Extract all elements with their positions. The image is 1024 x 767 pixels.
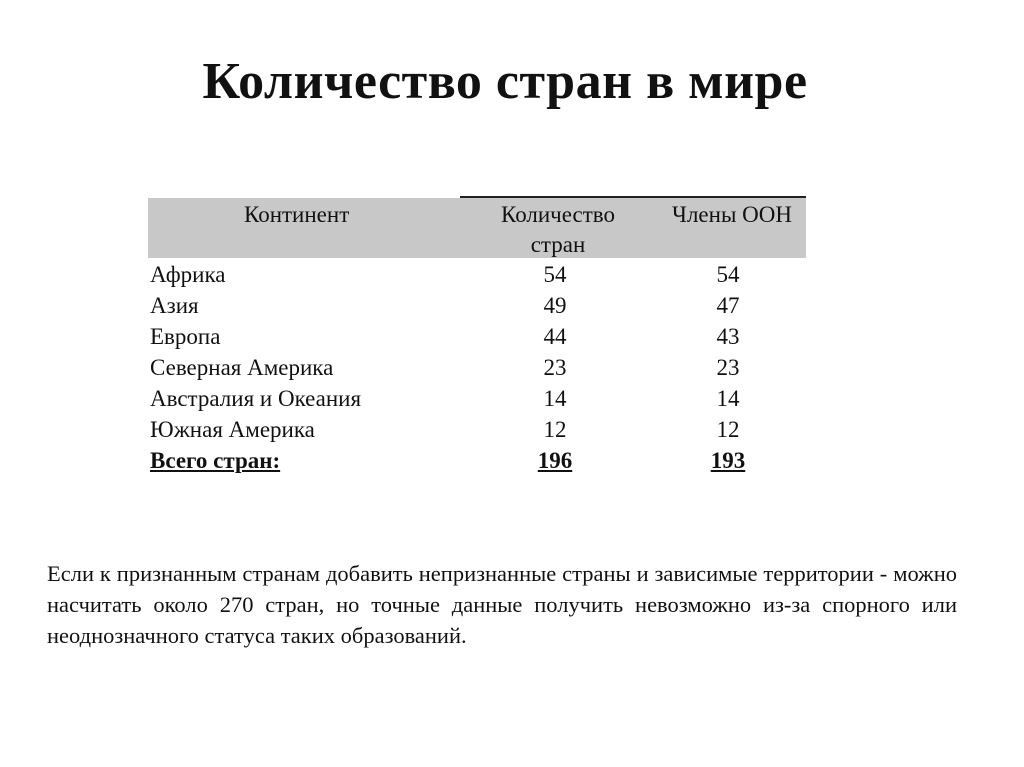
- total-label: Всего стран:: [150, 448, 281, 473]
- un-members-cell: 43: [716, 324, 740, 349]
- table-row: [148, 260, 806, 291]
- table-header: [148, 198, 806, 258]
- header-countries: Количество стран: [501, 202, 615, 257]
- note-paragraph: Если к признанным странам добавить непризнанные страны и зависимые территории - можно насчитать около 270 стран, но точные данные получить невозможно из-за спорного или неоднозначного статуса таких образований.: [47, 561, 957, 648]
- table-row: [148, 415, 806, 446]
- table-row: [148, 291, 806, 322]
- table-row: [148, 353, 806, 384]
- un-members-cell: 47: [716, 293, 740, 318]
- continent-cell: Европа: [150, 324, 221, 349]
- continent-cell: Африка: [150, 262, 226, 287]
- countries-cell: 14: [543, 386, 567, 411]
- table-row: [148, 384, 806, 415]
- continent-cell: Южная Америка: [150, 417, 315, 442]
- header-un-members: Члены ООН: [672, 202, 792, 227]
- countries-cell: 49: [543, 293, 567, 318]
- header-continent: Континент: [244, 202, 350, 227]
- countries-cell: 44: [543, 324, 567, 349]
- continent-cell: Азия: [150, 293, 199, 318]
- un-members-cell: 23: [716, 355, 740, 380]
- un-members-cell: 12: [716, 417, 740, 442]
- slide-title: Количество стран в мире: [202, 53, 808, 110]
- total-un-members: 193: [710, 448, 746, 473]
- table-row: [148, 322, 806, 353]
- continent-cell: Австралия и Океания: [150, 386, 362, 411]
- countries-cell: 54: [543, 262, 567, 287]
- un-members-cell: 54: [716, 262, 740, 287]
- countries-cell: 23: [543, 355, 567, 380]
- continent-cell: Северная Америка: [150, 355, 334, 380]
- un-members-cell: 14: [716, 386, 740, 411]
- total-countries: 196: [537, 448, 573, 473]
- table-total-row: [148, 446, 806, 477]
- countries-cell: 12: [543, 417, 567, 442]
